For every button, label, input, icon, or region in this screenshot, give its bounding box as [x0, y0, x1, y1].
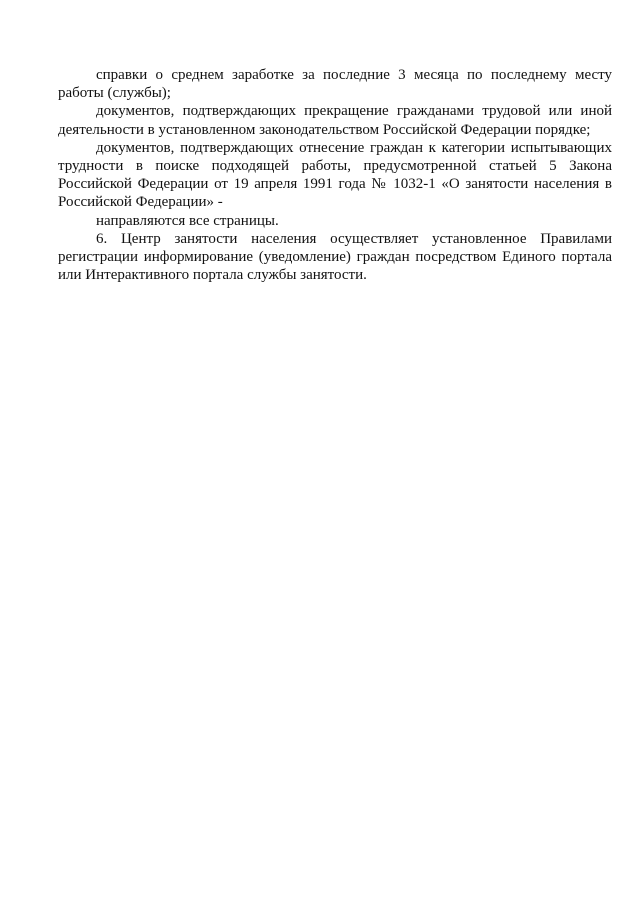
paragraph-item-6: 6. Центр занятости населения осуществляет установленное Правилами регистрации информирование (уведомление) граждан посредством Единого портала или Интерактивного портала службы занятости.: [58, 230, 612, 284]
paragraph-all-pages: направляются все страницы.: [96, 212, 279, 229]
paragraph-salary-certificate: справки о среднем заработке за последние 3 месяца по последнему месту работы (службы);: [58, 67, 612, 102]
paragraph-termination-documents: документов, подтверждающих прекращение гражданами трудовой или иной деятельности в установленном законодательством Российской Федерации порядке;: [58, 103, 612, 138]
paragraph-category-documents: документов, подтверждающих отнесение граждан к категории испытывающих трудности в поиске подходящей работы, предусмотренной статьей 5 Закона Российской Федерации от 19 апреля 1991 года № 1032-1 «О занятости населения в Российской Федерации» -: [58, 139, 612, 211]
document-body: [58, 66, 612, 284]
